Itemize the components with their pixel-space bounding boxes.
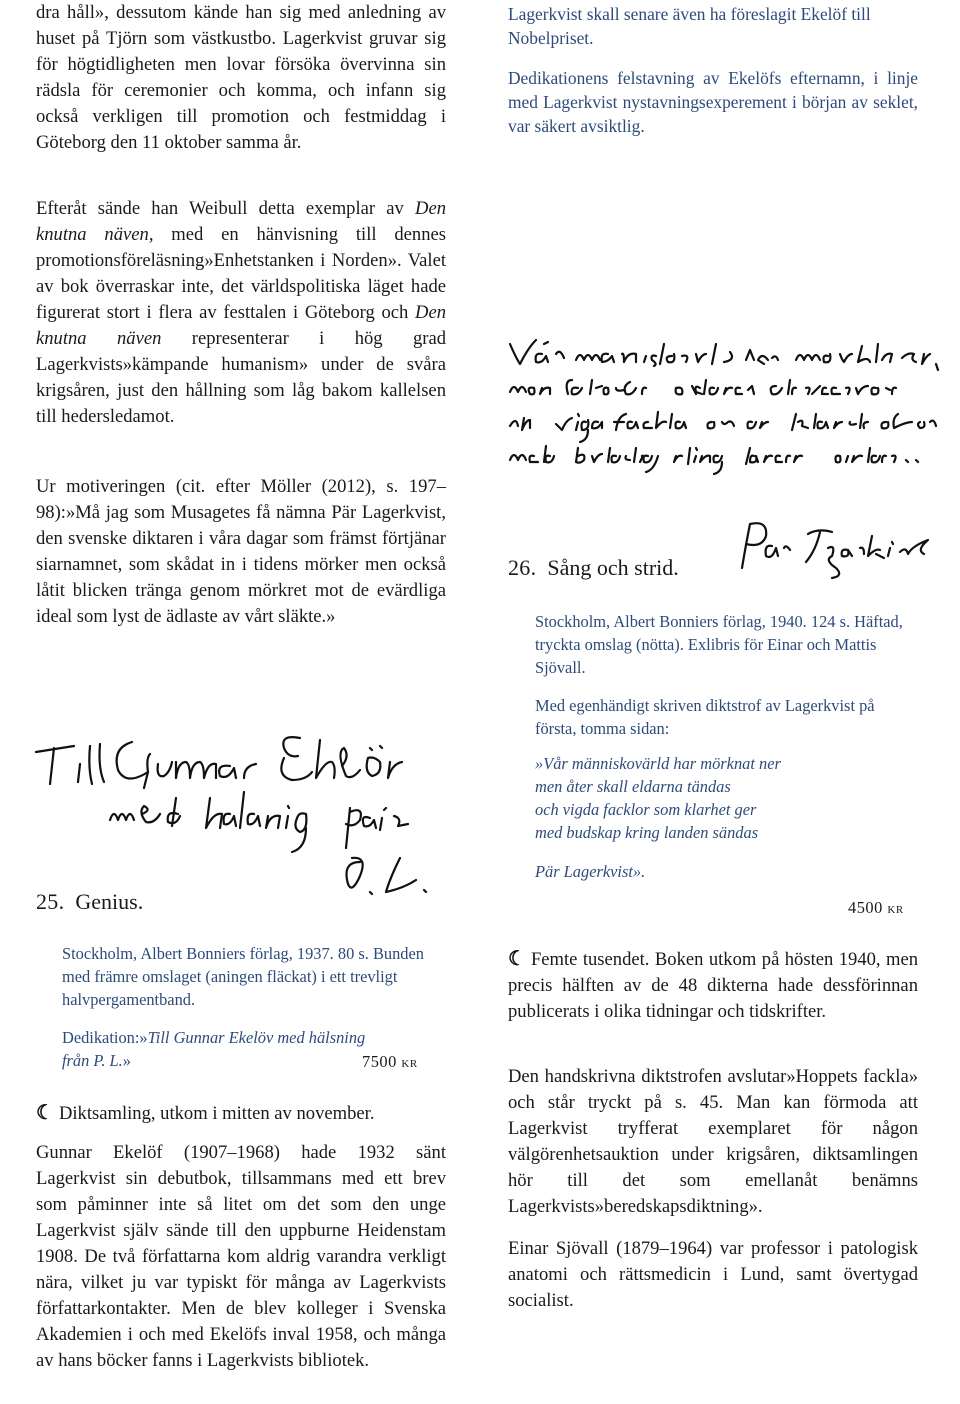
poem-line: men åter skall eldarna tändas bbox=[535, 777, 731, 796]
paragraph-nobel: Lagerkvist skall senare även ha föreslagit Ekelöf till Nobelpriset. bbox=[508, 4, 871, 48]
entry-26-note: Med egenhändigt skriven diktstrof av Lagerkvist på första, tomma sidan: bbox=[535, 696, 875, 738]
poem-signature: Pär Lagerkvist». bbox=[535, 862, 646, 881]
poem-line: och vigda facklor som klarhet ger bbox=[535, 800, 757, 819]
entry-26-edition-note bbox=[508, 946, 918, 1025]
dedication-close: » bbox=[122, 1051, 131, 1070]
note-mark-icon: ☾ bbox=[508, 948, 526, 970]
entry-number: 26. bbox=[508, 555, 537, 580]
poem-line: med budskap kring landen sändas bbox=[535, 823, 759, 842]
entry-25-price: 7500 kr bbox=[362, 1052, 418, 1071]
entry-26-details: Stockholm, Albert Bonniers förlag, 1940. 124 s. Häftad, tryckta omslag (nötta). Exlibris för Einar och Mattis Sjövall. bbox=[535, 612, 903, 677]
dedication-label: Dedikation:» bbox=[62, 1028, 148, 1047]
entry-number: 25. bbox=[36, 889, 65, 914]
entry-25-dedication bbox=[62, 1026, 382, 1072]
paragraph-motivation-quote: Ur motiveringen (cit. efter Möller (2012), s. 197–98):»Må jag som Musagetes få nämna Pär Lagerkvist, den svenske diktaren i våra dagar som främst förtjänar siarnamnet, som skådat in i tidens mörker men också låtit blicken tränga genom mörkret mot de evärdliga ideal som lyst de ädlaste av vårt släkte.» bbox=[36, 476, 446, 627]
handwritten-poem bbox=[506, 330, 956, 480]
text-run: representerar i hög grad Lagerkvists»kämpande humanism» under de svåra krigsåren, just den hållning som låg bakom kallelsen till hedersledamot. bbox=[36, 328, 447, 427]
poem-line: »Vår människovärld har mörknat ner bbox=[535, 754, 781, 773]
handwritten-signature bbox=[728, 516, 948, 580]
dedication-text: Till Gunnar Ekelöv med hälsning från P. L. bbox=[62, 1028, 366, 1070]
printed-poem bbox=[535, 752, 919, 844]
paragraph-weibull-copy bbox=[36, 196, 446, 430]
text-run: med en hänvisning till dennes promotionsföreläsning»Enhetstanken i Norden». Valet av bok överraskar inte, det världspolitiska läget hade figurerat stort i flera av festtalen i Göteborg och bbox=[36, 224, 446, 323]
entry-25-details: Stockholm, Albert Bonniers förlag, 1937. 80 s. Bunden med främre omslaget (aningen fläckat) i ett trevligt halvpergamentband. bbox=[62, 944, 424, 1009]
entry-25-heading bbox=[36, 888, 143, 916]
note-text: Femte tusendet. Boken utkom på hösten 1940, men precis hälften av de 48 dikterna hade dessförinnan publicerats i olika tidningar och tidskrifter. bbox=[508, 949, 918, 1022]
note-mark-icon: ☾ bbox=[36, 1102, 54, 1124]
handwritten-inscription bbox=[30, 728, 450, 898]
entry-26-heading bbox=[508, 554, 679, 582]
paragraph-spelling: Dedikationens felstavning av Ekelöfs efternamn, i linje med Lagerkvist nystavningsexperement i början av seklet, var säkert avsiktlig. bbox=[508, 68, 918, 136]
text-run: Efteråt sände han Weibull detta exemplar av bbox=[36, 198, 416, 219]
entry-title: Genius. bbox=[75, 889, 144, 914]
paragraph-weibull-ending: dra håll», dessutom kände han sig med anledning av huset på Tjörn som västkustbo. Lagerkvist gruvar sig för högtidligheten men lovar försöka övervinna sin rädsla för ceremonier och komma, och infann sig också verkligen till promotion och festmiddag i Göteborg den 11 oktober samma år. bbox=[36, 2, 446, 153]
book-title: Den knutna näven bbox=[36, 302, 446, 349]
entry-title: Sång och strid. bbox=[547, 555, 679, 580]
paragraph-hoppets-fackla: Den handskrivna diktstrofen avslutar»Hoppets fackla» och står tryckt på s. 45. Man kan förmoda att Lagerkvist tryfferat exemplaret för någon välgörenhetsauktion under krigsåren, diktsamlingen hör till det som emellanåt benämns Lagerkvists»beredskapsdiktning». bbox=[508, 1066, 918, 1217]
paragraph-ekelof: Gunnar Ekelöf (1907–1968) hade 1932 sänt Lagerkvist sin debutbok, tillsammans med ett brev som påminner inte så litet om det som den unge Lagerkvist själv sände till den uppburne Heidenstam 1908. De två författarna kom aldrig varandra verkligt nära, vilket ju var typiskt för många av Lagerkvists författarkontakter. Men de blev kolleger i Svenska Akademien i och med Ekelöfs inval 1958, och många av hans böcker fanns i Lagerkvists bibliotek. bbox=[36, 1142, 446, 1371]
entry-26-price: 4500 kr bbox=[848, 898, 904, 917]
paragraph-sjovall: Einar Sjövall (1879–1964) var professor i patologisk anatomi och rättsmedicin i Lund, samt övertygad socialist. bbox=[508, 1238, 918, 1311]
note-text: Diktsamling, utkom i mitten av november. bbox=[58, 1103, 375, 1124]
book-title: Den knutna näven, bbox=[36, 198, 446, 245]
entry-25-note bbox=[36, 1100, 446, 1127]
